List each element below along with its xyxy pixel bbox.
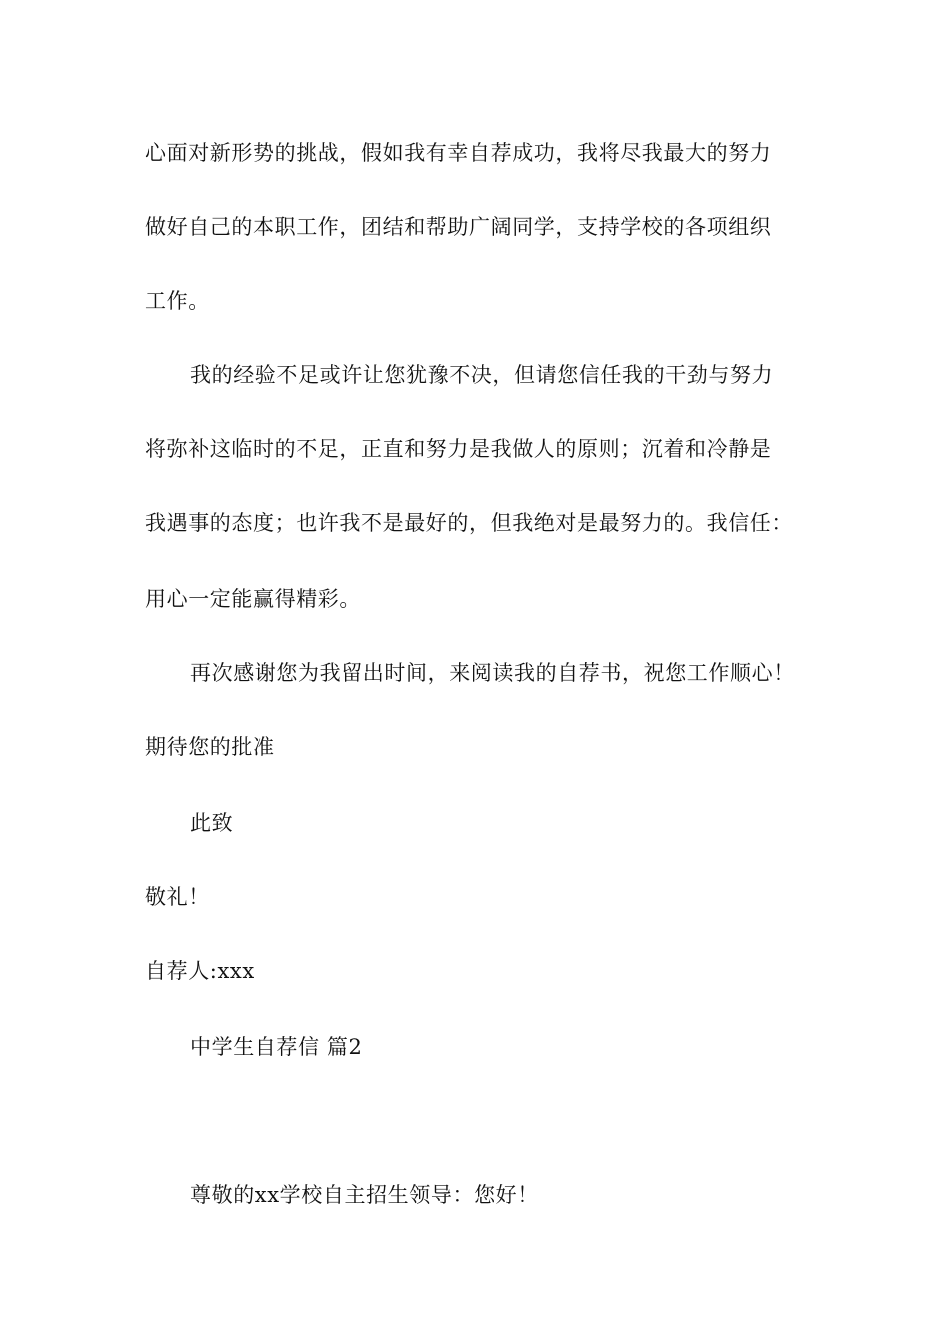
paragraph-line-2: 做好自己的本职工作，团结和帮助广阔同学，支持学校的各项组织 — [145, 215, 772, 239]
paragraph-line-4: 我的经验不足或许让您犹豫不决，但请您信任我的干劲与努力 — [190, 363, 774, 387]
paragraph-line-9: 期待您的批准 — [145, 735, 275, 759]
closing-salutation: 此致 — [190, 811, 234, 835]
paragraph-line-7: 用心一定能赢得精彩。 — [145, 587, 361, 611]
paragraph-line-5: 将弥补这临时的不足，正直和努力是我做人的原则；沉着和冷静是 — [145, 437, 772, 461]
signature-line: 自荐人:xxx — [145, 959, 255, 983]
greeting-line: 尊敬的xx学校自主招生领导：您好！ — [190, 1183, 539, 1207]
section-heading: 中学生自荐信 篇2 — [190, 1035, 363, 1059]
paragraph-line-6: 我遇事的态度；也许我不是最好的，但我绝对是最努力的。我信任： — [145, 511, 793, 535]
paragraph-line-3: 工作。 — [145, 289, 210, 313]
closing-respect: 敬礼！ — [145, 885, 210, 909]
paragraph-line-1: 心面对新形势的挑战，假如我有幸自荐成功，我将尽我最大的努力 — [145, 141, 772, 165]
paragraph-line-8: 再次感谢您为我留出时间，来阅读我的自荐书，祝您工作顺心！ — [190, 661, 795, 685]
